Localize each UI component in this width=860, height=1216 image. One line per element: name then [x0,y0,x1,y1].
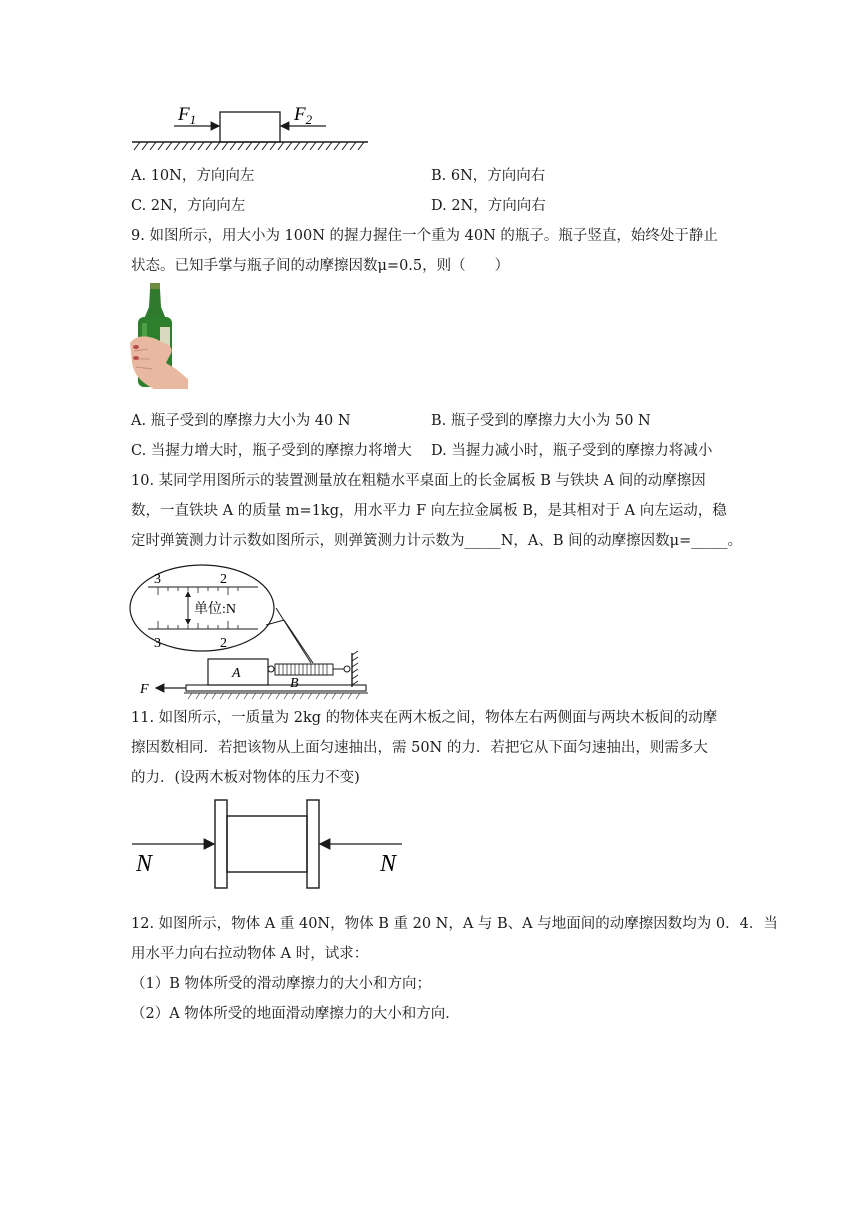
q10-stem-line3: 定时弹簧测力计示数如图所示，则弹簧测力计示数为_____N，A、B 间的动摩擦因数μ=_____。 [131,533,742,549]
q9-stem-line2: 状态。已知手掌与瓶子间的动摩擦因数μ=0.5，则（ ） [131,258,510,274]
q8-option-c: C. 2N，方向向左 [131,198,246,214]
q12-stem-line2: 用水平力向右拉动物体 A 时，试求： [131,946,369,962]
q10-apparatus-diagram [128,563,378,703]
q12-stem-line1: 12. 如图所示，物体 A 重 40N，物体 B 重 20 N，A 与 B、A 与地面间的动摩擦因数均为 0．4．当 [131,916,778,932]
hook-right [344,666,350,672]
scale-label-3-top: 3 [154,572,161,587]
pointer-arrow-head-down [185,619,191,625]
callout-line [266,620,284,625]
table-hatch [188,693,360,699]
f1-label: F [178,104,190,125]
force-f-label: F [140,682,149,697]
f1-subscript: 1 [189,112,197,127]
bottle-cap [150,283,160,289]
scale-label-3-bottom: 3 [154,636,161,651]
q10-stem-line2: 数，一直铁块 A 的质量 m=1kg，用水平力 F 向左拉金属板 B，是其相对于 A 向左运动，稳 [131,503,727,519]
q11-clamp-diagram [128,798,408,894]
left-board [215,800,227,888]
f2-label: F [294,104,306,125]
callout-line-2 [284,620,313,663]
q8-option-a: A. 10N，方向向左 [131,168,255,184]
svg-text:F2 [293,104,313,127]
q8-option-d: D. 2N，方向向右 [431,198,546,214]
spring-scale [275,664,333,675]
q9-option-c: C. 当握力增大时，瓶子受到的摩擦力将增大 [131,443,412,459]
q9-option-a: A. 瓶子受到的摩擦力大小为 40 N [131,413,351,429]
q11-stem-line1: 11. 如图所示，一质量为 2kg 的物体夹在两木板之间，物体左右两侧面与两块木板间的动摩 [131,710,718,726]
bottle-in-hand-image [130,283,188,389]
scale-ticks-bottom [158,621,238,629]
pointer-arrow-head-up [185,591,191,597]
q8-option-b: B. 6N，方向向右 [431,168,546,184]
right-force-label: N [380,851,397,877]
right-board [307,800,319,888]
q9-option-d: D. 当握力减小时，瓶子受到的摩擦力将减小 [431,443,713,459]
left-force-label: N [136,851,153,877]
block [220,112,280,142]
scale-ticks-top [158,587,238,595]
svg-text:F1 [177,104,196,127]
q9-option-b: B. 瓶子受到的摩擦力大小为 50 N [431,413,651,429]
scale-label-2-bottom: 2 [220,636,227,651]
scale-label-2-top: 2 [220,572,227,587]
clamped-object [227,816,307,872]
q11-stem-line2: 擦因数相同．若把该物从上面匀速抽出，需 50N 的力．若把它从下面匀速抽出，则需多大 [131,740,708,756]
f2-subscript: 2 [305,112,313,127]
q12-part1: （1）B 物体所受的滑动摩擦力的大小和方向； [131,976,431,992]
ground-hatch [134,142,364,150]
board-b-label: B [290,676,299,691]
q11-stem-line3: 的力．(设两木板对物体的压力不变) [131,770,360,786]
q8-force-diagram [128,100,373,152]
block-a-label: A [232,666,241,681]
q10-stem-line1: 10. 某同学用图所示的装置测量放在粗糙水平桌面上的长金属板 B 与铁块 A 间的动摩擦因 [131,473,706,489]
callout-line-3 [276,608,311,663]
fingernail [133,345,139,349]
hook-left [268,666,274,672]
q12-part2: （2）A 物体所受的地面滑动摩擦力的大小和方向． [131,1006,460,1022]
fingernail-2 [133,356,139,360]
scale-unit-label: 单位:N [194,602,236,617]
wall-hatch [352,651,358,685]
q9-stem-line1: 9. 如图所示，用大小为 100N 的握力握住一个重为 40N 的瓶子。瓶子竖直，始终处于静止 [131,228,718,244]
board-b [186,685,366,691]
